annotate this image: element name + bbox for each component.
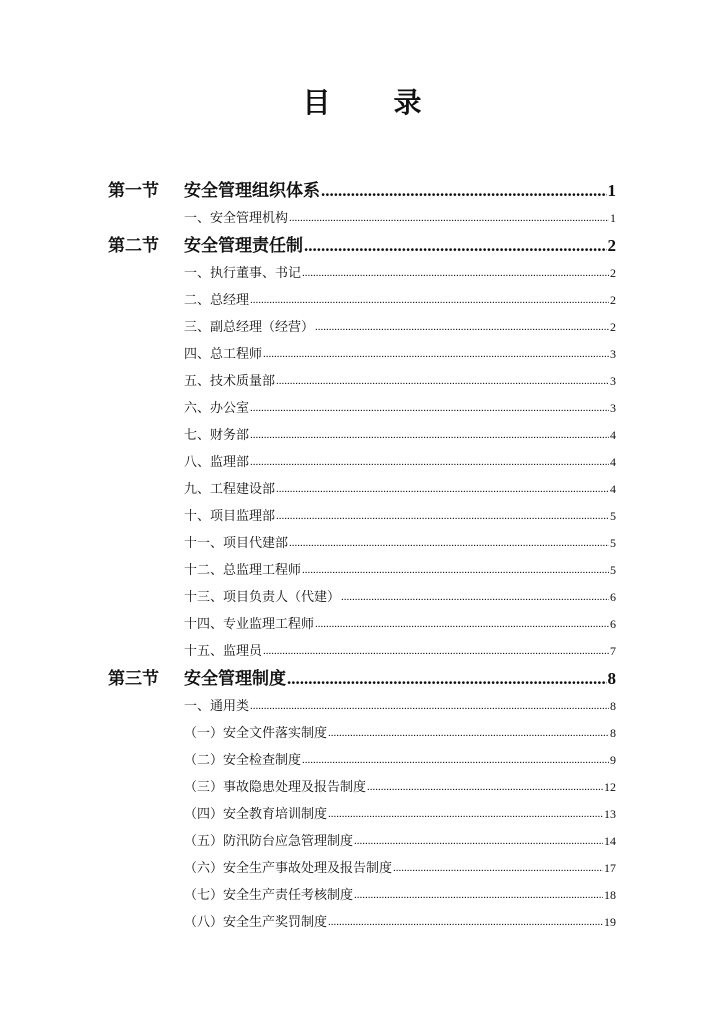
table-of-contents [108, 176, 616, 935]
toc-item-page: 1 [610, 210, 616, 225]
toc-section-1[interactable] [108, 178, 616, 204]
toc-item-page: 9 [610, 752, 616, 767]
section-number: 第三节 [108, 669, 159, 688]
toc-item-page: 3 [610, 400, 616, 415]
dot-leader [250, 696, 609, 716]
toc-item-page: 6 [610, 616, 616, 631]
toc-item[interactable] [108, 908, 616, 935]
toc-item[interactable] [108, 421, 616, 448]
section-page-number: 2 [607, 236, 616, 255]
toc-item[interactable] [108, 340, 616, 367]
toc-item-page: 5 [610, 508, 616, 523]
section-page-number: 1 [607, 181, 616, 200]
toc-item-label: （七）安全生产责任考核制度 [184, 886, 354, 902]
toc-item-page: 12 [604, 779, 616, 794]
toc-item-page: 8 [610, 725, 616, 740]
section-title: 安全管理组织体系 [184, 181, 320, 200]
toc-item-label: 十二、总监理工程师 [184, 561, 302, 577]
toc-item-label: 十四、专业监理工程师 [184, 615, 315, 631]
toc-item-page: 4 [610, 481, 616, 496]
toc-item-page: 2 [610, 319, 616, 334]
dot-leader [263, 344, 609, 364]
toc-item-page: 3 [610, 346, 616, 361]
toc-item[interactable] [108, 692, 616, 719]
toc-item-label: 十一、项目代建部 [184, 534, 289, 550]
toc-item-label: 七、财务部 [184, 426, 250, 442]
toc-item-page: 4 [610, 427, 616, 442]
toc-item[interactable] [108, 773, 616, 800]
page-title: 目 录 [302, 88, 450, 119]
dot-leader [287, 666, 607, 692]
toc-item-page: 19 [604, 914, 616, 929]
toc-item-page: 8 [610, 698, 616, 713]
toc-item-page: 17 [604, 860, 616, 875]
toc-item-label: 十三、项目负责人（代建） [184, 588, 341, 604]
dot-leader [302, 263, 609, 283]
dot-leader [341, 587, 609, 607]
toc-item[interactable] [108, 529, 616, 556]
toc-item[interactable] [108, 583, 616, 610]
dot-leader [328, 912, 603, 932]
toc-item-label: 十、项目监理部 [184, 507, 276, 523]
toc-item-label: 三、副总经理（经营） [184, 318, 315, 334]
toc-item-label: （二）安全检查制度 [184, 751, 302, 767]
toc-item[interactable] [108, 610, 616, 637]
toc-item-label: 一、通用类 [184, 697, 250, 713]
toc-item-label: （五）防汛防台应急管理制度 [184, 832, 354, 848]
toc-item-page: 4 [610, 454, 616, 469]
toc-item[interactable] [108, 394, 616, 421]
toc-item-page: 13 [604, 806, 616, 821]
toc-item[interactable] [108, 448, 616, 475]
toc-item-label: （四）安全教育培训制度 [184, 805, 328, 821]
toc-section-3[interactable] [108, 666, 616, 692]
dot-leader [328, 723, 609, 743]
dot-leader [304, 233, 607, 259]
toc-item-page: 5 [610, 562, 616, 577]
toc-item[interactable] [108, 746, 616, 773]
toc-item-page: 7 [610, 643, 616, 658]
section-number: 第二节 [108, 236, 159, 255]
dot-leader [328, 804, 603, 824]
toc-item-page: 14 [604, 833, 616, 848]
dot-leader [250, 452, 609, 472]
dot-leader [289, 533, 609, 553]
toc-item-label: （八）安全生产奖罚制度 [184, 913, 328, 929]
section-title: 安全管理制度 [184, 669, 286, 688]
section-title: 安全管理责任制 [184, 236, 303, 255]
toc-item-label: 六、办公室 [184, 399, 250, 415]
toc-item-label: 二、总经理 [184, 291, 250, 307]
dot-leader [289, 208, 609, 228]
dot-leader [276, 371, 609, 391]
toc-item-page: 3 [610, 373, 616, 388]
toc-item-page: 5 [610, 535, 616, 550]
dot-leader [302, 560, 609, 580]
toc-item[interactable] [108, 719, 616, 746]
dot-leader [276, 479, 609, 499]
toc-item-label: 九、工程建设部 [184, 480, 276, 496]
toc-item[interactable] [108, 367, 616, 394]
toc-item[interactable] [108, 286, 616, 313]
dot-leader [250, 398, 609, 418]
toc-item[interactable] [108, 475, 616, 502]
toc-item-label: 八、监理部 [184, 453, 250, 469]
dot-leader [302, 750, 609, 770]
toc-item[interactable] [108, 800, 616, 827]
toc-item[interactable] [108, 313, 616, 340]
dot-leader [250, 290, 609, 310]
toc-item[interactable] [108, 556, 616, 583]
toc-item[interactable] [108, 854, 616, 881]
toc-item-label: 四、总工程师 [184, 345, 263, 361]
dot-leader [315, 317, 609, 337]
toc-item-label: （一）安全文件落实制度 [184, 724, 328, 740]
dot-leader [354, 831, 603, 851]
toc-item[interactable] [108, 259, 616, 286]
section-number: 第一节 [108, 181, 159, 200]
toc-item[interactable] [108, 637, 616, 664]
dot-leader [276, 506, 609, 526]
toc-item-page: 6 [610, 589, 616, 604]
section-page-number: 8 [607, 669, 616, 688]
toc-item[interactable] [108, 827, 616, 854]
dot-leader [263, 641, 609, 661]
dot-leader [367, 777, 603, 797]
dot-leader [315, 614, 609, 634]
toc-item-label: （六）安全生产事故处理及报告制度 [184, 859, 393, 875]
dot-leader [250, 425, 609, 445]
toc-item[interactable] [108, 502, 616, 529]
toc-item-label: 五、技术质量部 [184, 372, 276, 388]
toc-item-page: 2 [610, 265, 616, 280]
toc-item-label: 一、执行董事、书记 [184, 264, 302, 280]
toc-item[interactable] [108, 881, 616, 908]
dot-leader [321, 178, 607, 204]
toc-item-label: （三）事故隐患处理及报告制度 [184, 778, 367, 794]
toc-item-label: 十五、监理员 [184, 642, 263, 658]
dot-leader [393, 858, 603, 878]
toc-item-page: 2 [610, 292, 616, 307]
toc-section-2[interactable] [108, 233, 616, 259]
dot-leader [354, 885, 603, 905]
toc-item[interactable] [108, 204, 616, 231]
toc-item-label: 一、安全管理机构 [184, 209, 289, 225]
toc-item-page: 18 [604, 887, 616, 902]
